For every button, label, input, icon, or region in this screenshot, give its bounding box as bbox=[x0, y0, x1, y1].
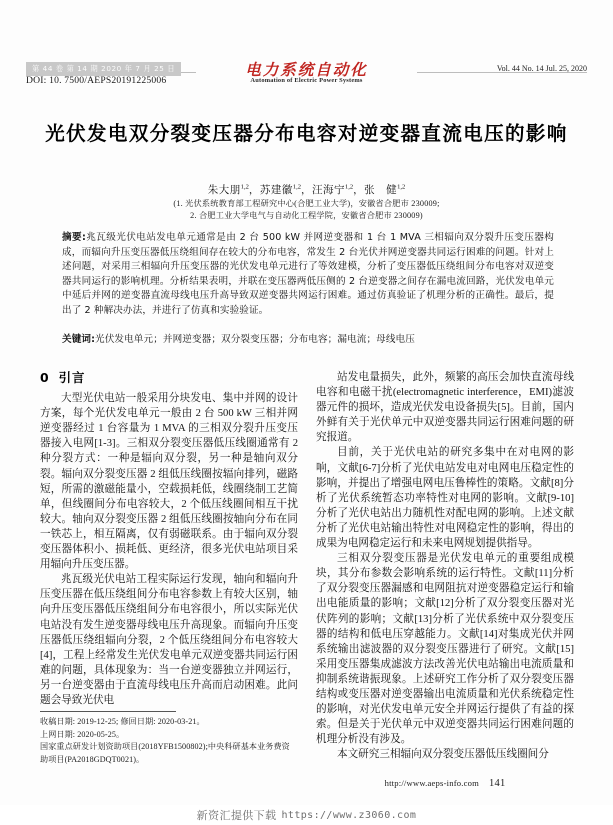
section-heading bbox=[40, 370, 298, 385]
author-list: 朱大朋$^{1,2}$，苏建徽$^{1,2}$，汪海宁$^{1,2}$，张 健$^{1,2}$ bbox=[207, 183, 406, 196]
author-entry bbox=[208, 185, 249, 196]
author-name: 朱大朋 bbox=[207, 185, 241, 196]
author-affiliation-marker: 1,2 bbox=[240, 183, 249, 191]
author-affiliation-marker: 1,2 bbox=[397, 183, 406, 191]
paragraph: 大型光伏电站一般采用分块发电、集中并网的设计方案，每个光伏发电单元一般由 2 台 500 kW 三相并网逆变器经过 1 台容量为 1 MVA 的三相双分裂升压变压器接入电网[1-3]。三相双分裂变压器低压线圈通常有 2 种分裂方式：一种是辐向双分裂，另一种是轴向双分裂。辐向双分裂变压器 2 组低压线圈按辐向排列，磁路短，所需的激磁能量小，空载损耗低，线圈绕制工艺简单，但线圈间分布电容较大，2 个低压线圈间相互干扰较大。轴向双分裂变压器 2 组低压线圈按轴向分布在同一铁芯上，相互隔离，仅有弱磁联系。由于辐向双分裂变压器体积小、损耗低、更经济，很多光伏电站项目采用辐向升压变压器。 bbox=[40, 393, 298, 571]
author-affiliation-marker: 1,2 bbox=[292, 183, 301, 191]
footnote-funding: 国家重点研发计划资助项目(2018YFB1500802);中央科研基本业务费资助项目(PA2018GDQT0021)。 bbox=[40, 742, 290, 764]
keywords-label: 关键词: bbox=[62, 334, 96, 345]
footnote-separator-rule bbox=[40, 711, 176, 712]
author-entry bbox=[260, 185, 301, 196]
footnote-online-date: 上网日期: 2020-05-25。 bbox=[40, 729, 125, 739]
paragraph: 三相双分裂变压器是光伏发电单元的重要组成模块，其分布参数会影响系统的运行特性。文献[11]分析了双分裂变压器漏感和电网阻抗对逆变器稳定运行和输出电能质量的影响；文献[12]分析了双分裂变压器对光伏阵列的影响；文献[13]分析了光伏系统中双分裂变压器的结构和低电压穿越能力。文献[14]对集成光伏并网系统输出滤波器的双分裂变压器进行了研究。文献[15]采用变压器集成滤波方法改善光伏电站输出电流质量和抑制系统谐振现象。上述研究工作分析了双分裂变压器结构或变压器对逆变器输出电流质量和光伏系统稳定性的影响，对光伏发电单元安全并网运行提供了有益的探索。但是关于光伏单元中双逆变器共同运行困难问题的机理分析没有涉及。 bbox=[316, 553, 574, 746]
body-column-left bbox=[40, 370, 298, 708]
paragraph: 兆瓦级光伏电站工程实际运行发现，轴向和辐向升压变压器在低压绕组间分布电容参数上有较大区别，轴向升压变压器低压绕组间分布电容很小，所以实际光伏电站没有发生逆变器母线电压升高现象。而辐向升压变压器低压绕组辐向分裂，2 个低压绕组间分布电容较大[4]，工程上经常发生光伏发电单元双逆变器共同运行困难的问题，具体现象为：当一台逆变器独立并网运行，另一台逆变器由于直流母线电压升高而启动困难。此问题会导致光伏电 bbox=[40, 574, 298, 706]
keywords-text: 光伏发电单元；并网逆变器；双分裂变压器；分布电容；漏电流；母线电压 bbox=[95, 334, 415, 345]
journal-masthead bbox=[26, 58, 587, 98]
paragraph: 站发电量损失，此外，频繁的高压会加快直流母线电容和电磁干扰(electromagnetic interference，EMI)滤波器元件的损坏，造成光伏发电设备损失[5]。目前，国内外鲜有关于光伏单元中双逆变器共同运行困难问题的研究报道。 bbox=[316, 372, 574, 444]
page-footer bbox=[316, 778, 574, 789]
section-number: 0 bbox=[40, 370, 50, 385]
issue-info-bar: 第 44 卷 第 14 期 2020 年 7 月 25 日 bbox=[26, 62, 181, 76]
journal-title-chinese: 电力系统自动化 bbox=[245, 61, 368, 79]
author-entry bbox=[364, 185, 405, 196]
abstract-label: 摘要: bbox=[62, 232, 86, 243]
keywords-block bbox=[62, 333, 554, 348]
body-column-right bbox=[316, 370, 574, 762]
footnote-received-date: 收稿日期: 2019-12-25; 修回日期: 2020-03-21。 bbox=[40, 717, 205, 726]
abstract-block bbox=[62, 231, 554, 319]
watermark-label: 新资汇提供下载 bbox=[196, 809, 277, 822]
section-title: 引言 bbox=[58, 370, 86, 385]
journal-title-english: Automation of Electric Power Systems bbox=[250, 77, 363, 84]
author-name: 张 健 bbox=[364, 185, 398, 196]
abstract-text: 兆瓦级光伏电站发电单元通常是由 2 台 500 kW 并网逆变器和 1 台 1 MVA 三相辐向双分裂升压变压器构成，而辐向升压变压器低压绕组间存在较大的分布电容，常发生 2 台光伏并网逆变器共同运行困难的问题。针对上述问题，对采用三相辐向升压变压器的光伏发电单元进行了等效建模，分析了变压器低压绕组间分布电容对双逆变器共同运行的影响机理。分析结果表明，并联在变压器两低压侧的 2 台逆变器之间存在漏电流回路，光伏发电单元中延后并网的逆变器直流母线电压升高导致双逆变器共网运行困难。通过仿真验证了机理分析的正确性。最后，提出了 2 种解决办法，并进行了仿真和实验验证。 bbox=[62, 232, 554, 316]
author-entry bbox=[312, 185, 353, 196]
affiliation-line-2: 2. 合肥工业大学电气与自动化工程学院，安徽省合肥市 230009) bbox=[190, 211, 423, 220]
affiliation-line-1: (1. 光伏系统教育部工程研究中心(合肥工业大学)，安徽省合肥市 230009; bbox=[173, 199, 440, 208]
author-name: 汪海宁 bbox=[312, 185, 345, 196]
doi-text: DOI: 10. 7500/AEPS20191225006 bbox=[26, 75, 167, 86]
paragraph: 目前，关于光伏电站的研究多集中在对电网的影响，文献[6-7]分析了光伏电站发电对电网电压稳定性的影响，并提出了增强电网电压鲁棒性的策略。文献[8]分析了光伏系统暂态功率特性对电网的影响。文献[9-10]分析了光伏电站出力随机性对配电网的影响。上述文献分析了光伏电站输出特性对电网稳定性的影响，得出的成果为电网稳定运行和未来电网规划提供指导。 bbox=[316, 447, 574, 550]
watermark-url[interactable]: https://www.z3060.com bbox=[281, 809, 417, 821]
page-number: 141 bbox=[489, 778, 506, 789]
paragraph: 本文研究三相辐向双分裂变压器低压线圈间分 bbox=[337, 749, 549, 761]
author-affiliation-marker: 1,2 bbox=[345, 183, 354, 191]
author-name: 苏建徽 bbox=[259, 185, 293, 196]
download-watermark-bar bbox=[0, 805, 613, 825]
article-title: 光伏发电双分裂变压器分布电容对逆变器直流电压的影响 bbox=[45, 122, 568, 145]
journal-website-url[interactable]: http://www.aeps-info.com bbox=[384, 778, 480, 788]
volume-issue-english: Vol. 44 No. 14 Jul. 25, 2020 bbox=[496, 64, 587, 73]
footnote-block bbox=[40, 716, 298, 766]
